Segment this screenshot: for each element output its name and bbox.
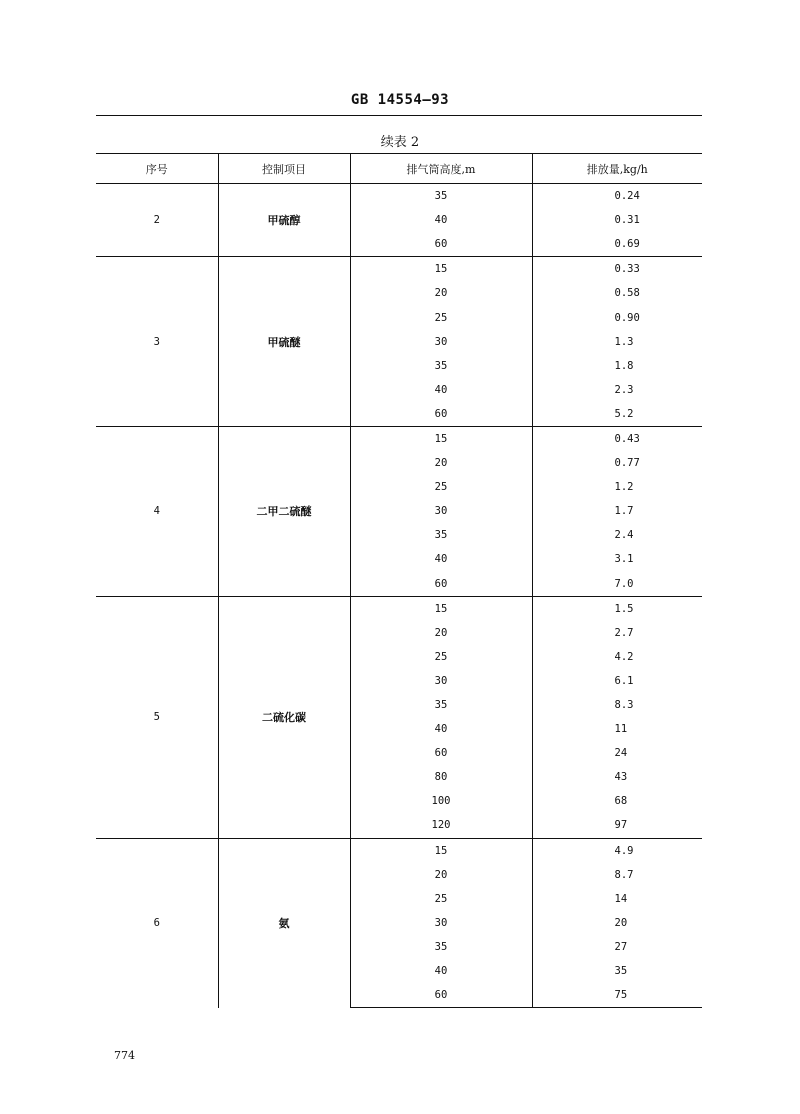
rate-cell: 3.1: [532, 547, 702, 571]
rate-cell: 1.8: [532, 354, 702, 378]
height-cell: 40: [350, 208, 532, 232]
table-caption: 续表 2: [380, 135, 420, 150]
item-cell: 甲硫醇: [218, 184, 350, 257]
height-cell: 35: [350, 935, 532, 959]
seq-cell: 3: [96, 257, 218, 427]
item-cell: 氨: [218, 838, 350, 1008]
height-cell: 35: [350, 184, 532, 209]
seq-cell: 2: [153, 214, 160, 227]
item-cell: 甲硫醚: [218, 257, 350, 427]
rate-cell: 0.77: [532, 451, 702, 475]
column-header-rate: 排放量,kg/h: [532, 154, 702, 184]
item-cell: 二甲二硫醚: [218, 426, 350, 596]
height-cell: 20: [350, 281, 532, 305]
rate-cell: 1.7: [532, 499, 702, 523]
height-cell: 60: [350, 232, 532, 257]
rate-cell: 97: [532, 813, 702, 838]
rate-cell: 75: [532, 983, 702, 1008]
rate-cell: 8.3: [532, 693, 702, 717]
rate-cell: 2.3: [532, 378, 702, 402]
height-cell: 15: [350, 838, 532, 863]
rate-cell: 7.0: [532, 572, 702, 597]
height-cell: 20: [350, 621, 532, 645]
height-cell: 40: [350, 547, 532, 571]
height-cell: 25: [350, 645, 532, 669]
header-rule: [96, 115, 702, 116]
rate-cell: 0.58: [532, 281, 702, 305]
height-cell: 15: [350, 257, 532, 282]
rate-cell: 20: [532, 911, 702, 935]
height-cell: 30: [350, 911, 532, 935]
height-cell: 20: [350, 863, 532, 887]
height-cell: 35: [350, 523, 532, 547]
document-header: GB 14554—93: [350, 92, 450, 108]
height-cell: 60: [350, 402, 532, 427]
rate-cell: 0.24: [532, 184, 702, 209]
height-cell: 15: [350, 596, 532, 621]
height-cell: 40: [350, 959, 532, 983]
seq-cell: 6: [96, 838, 218, 1008]
rate-cell: 4.9: [532, 838, 702, 863]
height-cell: 80: [350, 765, 532, 789]
height-cell: 30: [350, 330, 532, 354]
rate-cell: 0.43: [532, 426, 702, 451]
height-cell: 25: [350, 475, 532, 499]
page-number: 774: [114, 1049, 135, 1062]
height-cell: 35: [350, 693, 532, 717]
table-row: [96, 596, 702, 621]
table-row: [96, 838, 702, 863]
rate-cell: 1.2: [532, 475, 702, 499]
column-header-seq: 序号: [96, 154, 218, 184]
height-cell: 40: [350, 378, 532, 402]
rate-cell: 14: [532, 887, 702, 911]
column-header-height: 排气筒高度,m: [350, 154, 532, 184]
height-cell: 20: [350, 451, 532, 475]
height-cell: 60: [350, 741, 532, 765]
rate-cell: 0.33: [532, 257, 702, 282]
height-cell: 30: [350, 499, 532, 523]
table-row: [96, 426, 702, 451]
rate-cell: 6.1: [532, 669, 702, 693]
rate-cell: 43: [532, 765, 702, 789]
height-cell: 25: [350, 887, 532, 911]
column-header-item: 控制项目: [218, 154, 350, 184]
rate-cell: 68: [532, 789, 702, 813]
emission-table: [96, 153, 702, 1008]
rate-cell: 0.90: [532, 305, 702, 329]
height-cell: 30: [350, 669, 532, 693]
rate-cell: 24: [532, 741, 702, 765]
rate-cell: 8.7: [532, 863, 702, 887]
table-header-row: [96, 154, 702, 184]
table-row: [96, 184, 702, 209]
rate-cell: 0.69: [532, 232, 702, 257]
item-cell: 二硫化碳: [218, 596, 350, 838]
height-cell: 60: [350, 572, 532, 597]
rate-cell: 1.5: [532, 596, 702, 621]
seq-cell: 4: [96, 426, 218, 596]
height-cell: 25: [350, 305, 532, 329]
rate-cell: 5.2: [532, 402, 702, 427]
height-cell: 100: [350, 789, 532, 813]
rate-cell: 2.4: [532, 523, 702, 547]
rate-cell: 27: [532, 935, 702, 959]
height-cell: 120: [350, 813, 532, 838]
rate-cell: 35: [532, 959, 702, 983]
seq-cell: 5: [96, 596, 218, 838]
rate-cell: 0.31: [532, 208, 702, 232]
height-cell: 60: [350, 983, 532, 1008]
height-cell: 35: [350, 354, 532, 378]
height-cell: 40: [350, 717, 532, 741]
height-cell: 15: [350, 426, 532, 451]
rate-cell: 11: [532, 717, 702, 741]
rate-cell: 2.7: [532, 621, 702, 645]
table-row: [96, 257, 702, 282]
table-body: [96, 184, 702, 1008]
rate-cell: 1.3: [532, 330, 702, 354]
rate-cell: 4.2: [532, 645, 702, 669]
